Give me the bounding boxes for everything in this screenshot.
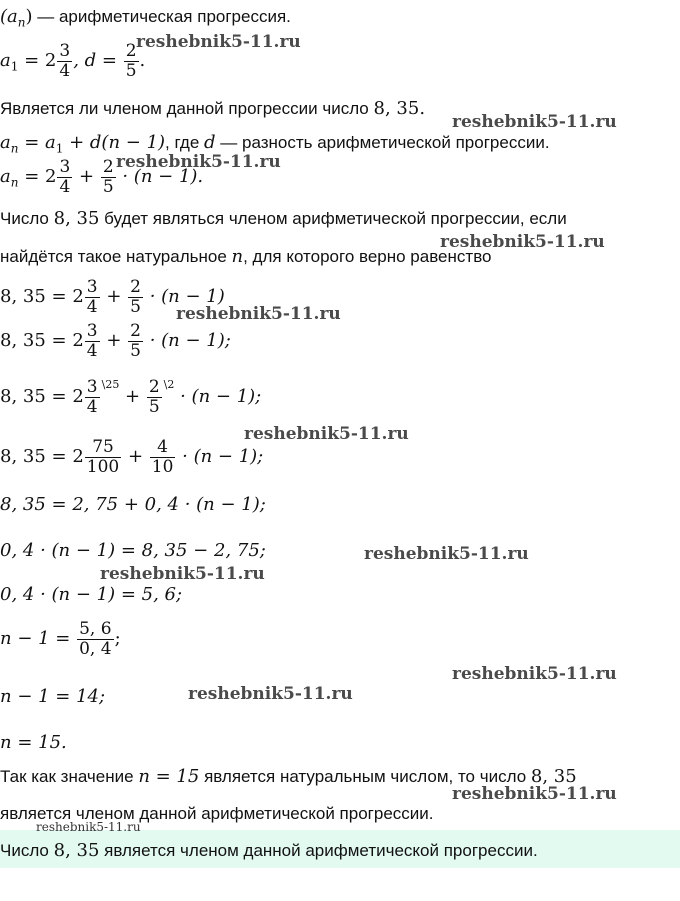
watermark: reshebnik5-11.ru <box>364 544 529 564</box>
line-condition: Число 8, 35 будет являться членом арифметической прогрессии, если <box>0 208 567 229</box>
watermark: reshebnik5-11.ru <box>452 664 617 684</box>
line-question: Является ли членом данной прогрессии число 8, 35. <box>0 98 426 119</box>
equation-step-4: 8, 35 = 2 $\frac{75}{100}$ + $\frac{4}{10}$ · (n − 1); <box>0 437 264 477</box>
watermark: reshebnik5-11.ru <box>188 684 353 704</box>
equation-step-7: 0, 4 · (n − 1) = 5, 6; <box>0 584 183 605</box>
line-formula: $a_n = a_1 + d(n - 1)$, где d — разность арифметической прогрессии. <box>0 132 550 156</box>
line-given: $a_1 = 2$ $\frac{3}{4}$ , d = $\frac{2}{5}$ . <box>0 41 146 81</box>
watermark: reshebnik5-11.ru <box>36 820 141 834</box>
conclusion-line-1: Так как значение n = 15 является натуральным числом, то число 8, 35 <box>0 766 577 787</box>
equation-step-8: n − 1 = $\frac{5, 6}{0, 4}$ ; <box>0 619 121 659</box>
watermark: reshebnik5-11.ru <box>452 784 617 804</box>
watermark: reshebnik5-11.ru <box>136 32 301 52</box>
equation-result: n = 15. <box>0 732 67 753</box>
equation-step-6: 0, 4 · (n − 1) = 8, 35 − 2, 75; <box>0 540 266 561</box>
watermark: reshebnik5-11.ru <box>244 424 409 444</box>
equation-step-2: 8, 35 = 2 $\frac{3}{4}$ + $\frac{2}{5}$ · (n − 1); <box>0 321 231 361</box>
watermark: reshebnik5-11.ru <box>176 304 341 324</box>
equation-step-1: 8, 35 = 2 $\frac{3}{4}$ + $\frac{2}{5}$ · (n − 1) <box>0 277 225 317</box>
watermark: reshebnik5-11.ru <box>100 564 265 584</box>
conclusion-line-2: является членом данной арифметической прогрессии. <box>0 804 434 823</box>
watermark: reshebnik5-11.ru <box>116 152 281 172</box>
line-formula-substituted: $a_n = 2$ $\frac{3}{4}$ + $\frac{2}{5}$ · (n − 1). <box>0 157 204 197</box>
equation-step-3: 8, 35 = 2 $\frac{3}{4}$ $^{\backslash 25}$ + $\frac{2}{5}$ $^{\backslash 2}$ · (n − 1); <box>0 377 262 418</box>
equation-step-9: n − 1 = 14; <box>0 686 106 707</box>
watermark: reshebnik5-11.ru <box>440 232 605 252</box>
watermark: reshebnik5-11.ru <box>452 112 617 132</box>
line-definition: $(a_n)$ — арифметическая прогрессия. <box>0 6 291 30</box>
equation-step-5: 8, 35 = 2, 75 + 0, 4 · (n − 1); <box>0 494 266 515</box>
line-condition-cont: найдётся такое натуральное n, для которого верно равенство <box>0 246 492 267</box>
answer-text: Число 8, 35 является членом данной арифметической прогрессии. <box>0 840 538 861</box>
